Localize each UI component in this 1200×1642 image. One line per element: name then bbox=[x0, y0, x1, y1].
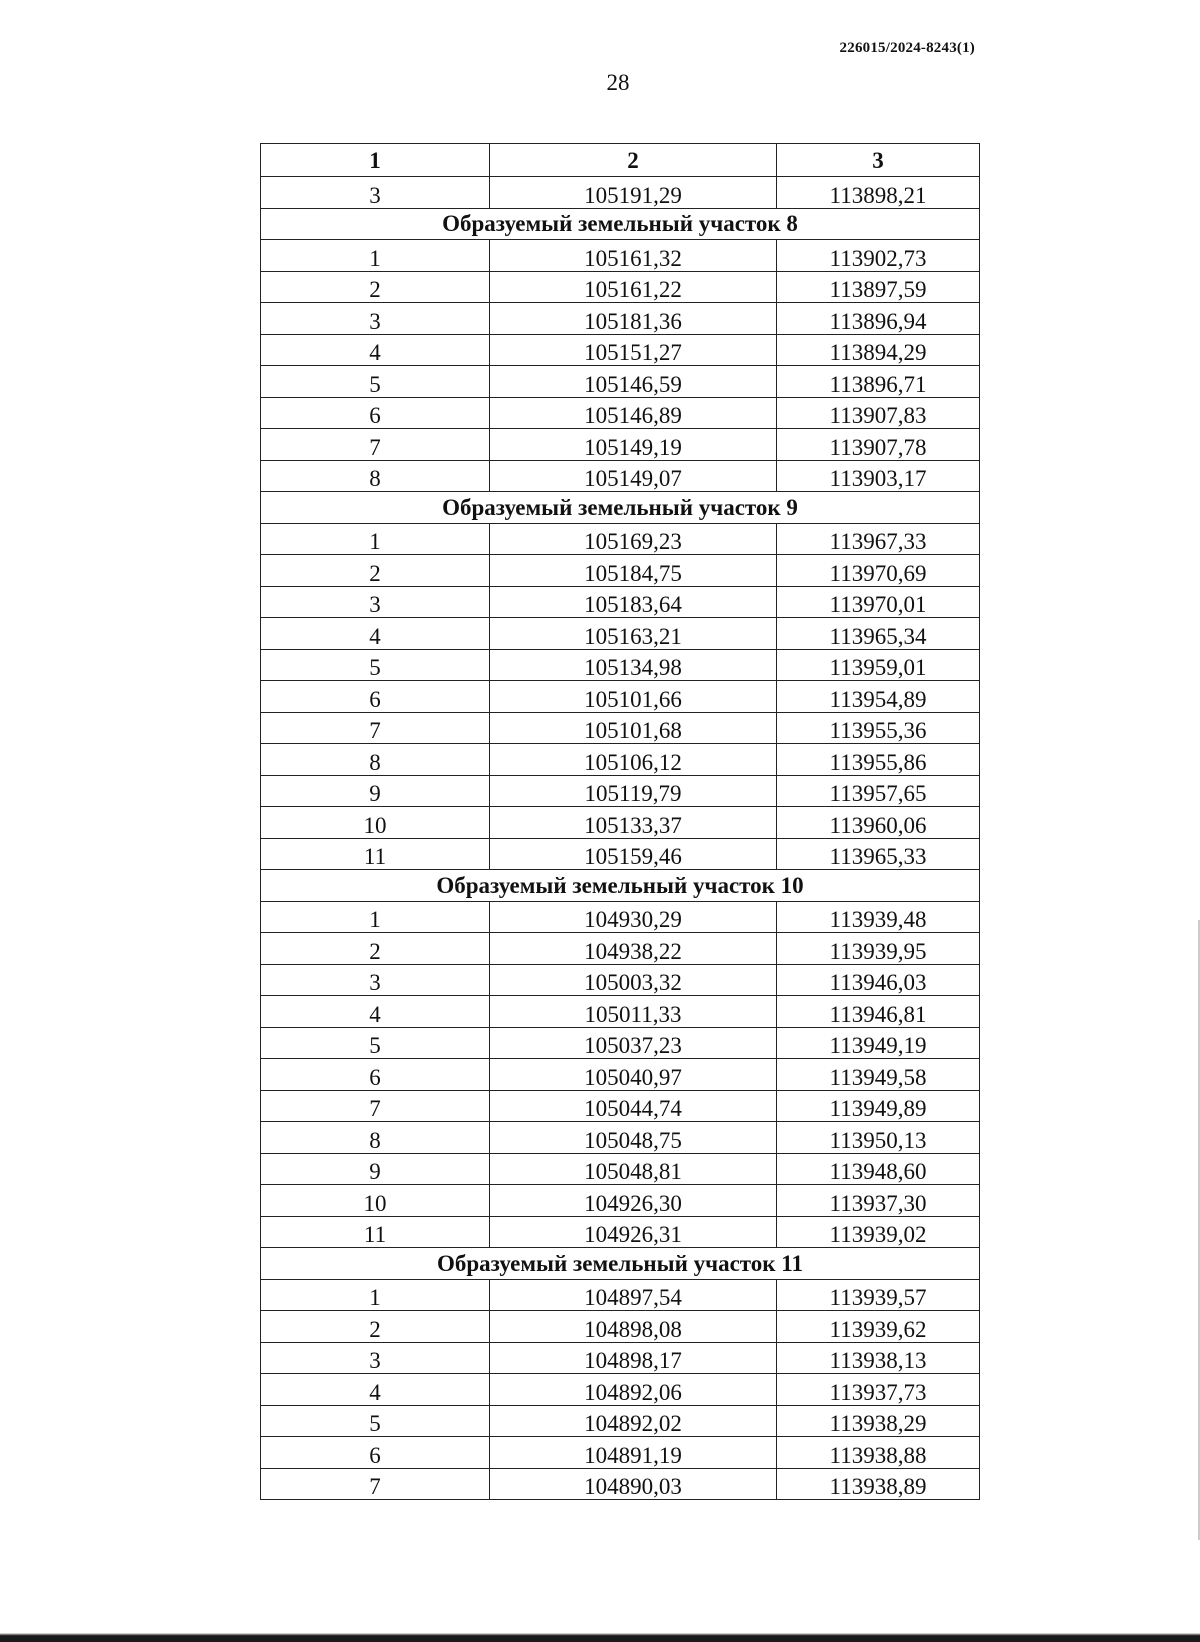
y-coordinate-cell: 113938,29 bbox=[777, 1405, 980, 1437]
y-coordinate-cell: 113939,62 bbox=[777, 1311, 980, 1343]
table-row bbox=[261, 996, 980, 1028]
section-row bbox=[261, 492, 980, 524]
x-coordinate-cell: 105161,22 bbox=[490, 271, 777, 303]
page-number: 28 bbox=[606, 70, 630, 95]
section-title: Образуемый земельный участок 9 bbox=[261, 492, 980, 524]
table-row bbox=[261, 1342, 980, 1374]
point-number-cell: 5 bbox=[261, 1405, 490, 1437]
x-coordinate-cell: 105048,75 bbox=[490, 1122, 777, 1154]
point-number-cell: 10 bbox=[261, 807, 490, 839]
table-row bbox=[261, 523, 980, 555]
x-coordinate-cell: 105151,27 bbox=[490, 334, 777, 366]
y-coordinate-cell: 113957,65 bbox=[777, 775, 980, 807]
y-coordinate-cell: 113959,01 bbox=[777, 649, 980, 681]
table-row bbox=[261, 1216, 980, 1248]
table-row bbox=[261, 618, 980, 650]
y-coordinate-cell: 113939,95 bbox=[777, 933, 980, 965]
table-row bbox=[261, 1405, 980, 1437]
table-row bbox=[261, 901, 980, 933]
point-number-cell: 3 bbox=[261, 586, 490, 618]
x-coordinate-cell: 104938,22 bbox=[490, 933, 777, 965]
y-coordinate-cell: 113967,33 bbox=[777, 523, 980, 555]
table-row bbox=[261, 964, 980, 996]
y-coordinate-cell: 113949,19 bbox=[777, 1027, 980, 1059]
table-row bbox=[261, 775, 980, 807]
y-coordinate-cell: 113954,89 bbox=[777, 681, 980, 713]
y-coordinate-cell: 113939,48 bbox=[777, 901, 980, 933]
point-number-cell: 2 bbox=[261, 271, 490, 303]
point-number-cell: 4 bbox=[261, 996, 490, 1028]
point-number-cell: 11 bbox=[261, 838, 490, 870]
y-coordinate-cell: 113938,89 bbox=[777, 1468, 980, 1500]
table-row bbox=[261, 649, 980, 681]
x-coordinate-cell: 105184,75 bbox=[490, 555, 777, 587]
x-coordinate-cell: 104897,54 bbox=[490, 1279, 777, 1311]
point-number-cell: 7 bbox=[261, 1468, 490, 1500]
y-coordinate-cell: 113902,73 bbox=[777, 240, 980, 272]
section-title: Образуемый земельный участок 10 bbox=[261, 870, 980, 902]
x-coordinate-cell: 105163,21 bbox=[490, 618, 777, 650]
section-title: Образуемый земельный участок 8 bbox=[261, 208, 980, 240]
document-number: 226015/2024-8243(1) bbox=[839, 40, 975, 56]
x-coordinate-cell: 105003,32 bbox=[490, 964, 777, 996]
y-coordinate-cell: 113965,33 bbox=[777, 838, 980, 870]
point-number-cell: 6 bbox=[261, 1059, 490, 1091]
x-coordinate-cell: 104892,06 bbox=[490, 1374, 777, 1406]
y-coordinate-cell: 113949,58 bbox=[777, 1059, 980, 1091]
x-coordinate-cell: 104891,19 bbox=[490, 1437, 777, 1469]
y-coordinate-cell: 113950,13 bbox=[777, 1122, 980, 1154]
table-row bbox=[261, 1374, 980, 1406]
y-coordinate-cell: 113903,17 bbox=[777, 460, 980, 492]
table-row bbox=[261, 366, 980, 398]
y-coordinate-cell: 113970,69 bbox=[777, 555, 980, 587]
x-coordinate-cell: 104926,30 bbox=[490, 1185, 777, 1217]
point-number-cell: 3 bbox=[261, 964, 490, 996]
table-row bbox=[261, 555, 980, 587]
section-row bbox=[261, 208, 980, 240]
y-coordinate-cell: 113955,86 bbox=[777, 744, 980, 776]
coordinates-table bbox=[260, 143, 980, 1500]
table-row bbox=[261, 1059, 980, 1091]
y-coordinate-cell: 113949,89 bbox=[777, 1090, 980, 1122]
section-row bbox=[261, 870, 980, 902]
x-coordinate-cell: 105161,32 bbox=[490, 240, 777, 272]
table-row bbox=[261, 303, 980, 335]
point-number-cell: 4 bbox=[261, 1374, 490, 1406]
x-coordinate-cell: 105159,46 bbox=[490, 838, 777, 870]
table-row bbox=[261, 1279, 980, 1311]
point-number-cell: 11 bbox=[261, 1216, 490, 1248]
x-coordinate-cell: 105146,89 bbox=[490, 397, 777, 429]
x-coordinate-cell: 105134,98 bbox=[490, 649, 777, 681]
point-number-cell: 1 bbox=[261, 240, 490, 272]
table-row bbox=[261, 838, 980, 870]
x-coordinate-cell: 105040,97 bbox=[490, 1059, 777, 1091]
x-coordinate-cell: 105149,07 bbox=[490, 460, 777, 492]
column-header-1: 1 bbox=[261, 144, 490, 177]
x-coordinate-cell: 105119,79 bbox=[490, 775, 777, 807]
y-coordinate-cell: 113939,57 bbox=[777, 1279, 980, 1311]
point-number-cell: 5 bbox=[261, 366, 490, 398]
table-row bbox=[261, 460, 980, 492]
section-row bbox=[261, 1248, 980, 1280]
table-row bbox=[261, 1153, 980, 1185]
x-coordinate-cell: 105048,81 bbox=[490, 1153, 777, 1185]
point-number-cell: 7 bbox=[261, 712, 490, 744]
point-number-cell: 9 bbox=[261, 1153, 490, 1185]
point-number-cell: 8 bbox=[261, 460, 490, 492]
y-coordinate-cell: 113907,78 bbox=[777, 429, 980, 461]
point-number-cell: 2 bbox=[261, 933, 490, 965]
y-coordinate-cell: 113970,01 bbox=[777, 586, 980, 618]
y-coordinate-cell: 113937,73 bbox=[777, 1374, 980, 1406]
point-number-cell: 1 bbox=[261, 523, 490, 555]
x-coordinate-cell: 105044,74 bbox=[490, 1090, 777, 1122]
table-row bbox=[261, 429, 980, 461]
x-coordinate-cell: 105011,33 bbox=[490, 996, 777, 1028]
section-title: Образуемый земельный участок 11 bbox=[261, 1248, 980, 1280]
point-number-cell: 7 bbox=[261, 429, 490, 461]
table-row bbox=[261, 1090, 980, 1122]
point-number-cell: 8 bbox=[261, 1122, 490, 1154]
y-coordinate-cell: 113937,30 bbox=[777, 1185, 980, 1217]
x-coordinate-cell: 105169,23 bbox=[490, 523, 777, 555]
x-coordinate-cell: 104898,17 bbox=[490, 1342, 777, 1374]
point-number-cell: 2 bbox=[261, 1311, 490, 1343]
x-coordinate-cell: 104892,02 bbox=[490, 1405, 777, 1437]
y-coordinate-cell: 113948,60 bbox=[777, 1153, 980, 1185]
x-coordinate-cell: 105183,64 bbox=[490, 586, 777, 618]
x-coordinate-cell: 105149,19 bbox=[490, 429, 777, 461]
point-number-cell: 2 bbox=[261, 555, 490, 587]
point-number-cell: 6 bbox=[261, 1437, 490, 1469]
scan-artifact-bottom bbox=[0, 1628, 1200, 1642]
table-row bbox=[261, 712, 980, 744]
column-header-3: 3 bbox=[777, 144, 980, 177]
table-row bbox=[261, 240, 980, 272]
table-row bbox=[261, 1185, 980, 1217]
point-number-cell: 7 bbox=[261, 1090, 490, 1122]
y-coordinate-cell: 113955,36 bbox=[777, 712, 980, 744]
y-coordinate-cell: 113946,81 bbox=[777, 996, 980, 1028]
x-coordinate-cell: 104930,29 bbox=[490, 901, 777, 933]
table-row bbox=[261, 1027, 980, 1059]
x-coordinate-cell: 105191,29 bbox=[490, 177, 777, 209]
point-number-cell: 6 bbox=[261, 397, 490, 429]
y-coordinate-cell: 113965,34 bbox=[777, 618, 980, 650]
table-row bbox=[261, 271, 980, 303]
table-row bbox=[261, 807, 980, 839]
point-number-cell: 9 bbox=[261, 775, 490, 807]
x-coordinate-cell: 105101,66 bbox=[490, 681, 777, 713]
point-number-cell: 5 bbox=[261, 1027, 490, 1059]
coordinates-table-body bbox=[261, 144, 980, 1500]
table-header-row bbox=[261, 144, 980, 177]
x-coordinate-cell: 105133,37 bbox=[490, 807, 777, 839]
x-coordinate-cell: 104898,08 bbox=[490, 1311, 777, 1343]
table-row bbox=[261, 933, 980, 965]
point-number-cell: 8 bbox=[261, 744, 490, 776]
y-coordinate-cell: 113896,94 bbox=[777, 303, 980, 335]
y-coordinate-cell: 113896,71 bbox=[777, 366, 980, 398]
point-number-cell: 3 bbox=[261, 1342, 490, 1374]
point-number-cell: 6 bbox=[261, 681, 490, 713]
table-row bbox=[261, 1468, 980, 1500]
point-number-cell: 4 bbox=[261, 618, 490, 650]
y-coordinate-cell: 113897,59 bbox=[777, 271, 980, 303]
point-number-cell: 10 bbox=[261, 1185, 490, 1217]
x-coordinate-cell: 105106,12 bbox=[490, 744, 777, 776]
table-row bbox=[261, 586, 980, 618]
table-row bbox=[261, 681, 980, 713]
x-coordinate-cell: 105146,59 bbox=[490, 366, 777, 398]
x-coordinate-cell: 105101,68 bbox=[490, 712, 777, 744]
point-number-cell: 3 bbox=[261, 303, 490, 335]
table-row bbox=[261, 177, 980, 209]
y-coordinate-cell: 113946,03 bbox=[777, 964, 980, 996]
x-coordinate-cell: 105181,36 bbox=[490, 303, 777, 335]
point-number-cell: 3 bbox=[261, 177, 490, 209]
x-coordinate-cell: 104890,03 bbox=[490, 1468, 777, 1500]
y-coordinate-cell: 113898,21 bbox=[777, 177, 980, 209]
y-coordinate-cell: 113894,29 bbox=[777, 334, 980, 366]
x-coordinate-cell: 105037,23 bbox=[490, 1027, 777, 1059]
table-row bbox=[261, 334, 980, 366]
table-row bbox=[261, 1122, 980, 1154]
point-number-cell: 5 bbox=[261, 649, 490, 681]
column-header-2: 2 bbox=[490, 144, 777, 177]
table-row bbox=[261, 1311, 980, 1343]
y-coordinate-cell: 113939,02 bbox=[777, 1216, 980, 1248]
y-coordinate-cell: 113960,06 bbox=[777, 807, 980, 839]
table-row bbox=[261, 1437, 980, 1469]
table-row bbox=[261, 397, 980, 429]
point-number-cell: 1 bbox=[261, 901, 490, 933]
y-coordinate-cell: 113938,13 bbox=[777, 1342, 980, 1374]
point-number-cell: 1 bbox=[261, 1279, 490, 1311]
y-coordinate-cell: 113907,83 bbox=[777, 397, 980, 429]
table-row bbox=[261, 744, 980, 776]
point-number-cell: 4 bbox=[261, 334, 490, 366]
y-coordinate-cell: 113938,88 bbox=[777, 1437, 980, 1469]
x-coordinate-cell: 104926,31 bbox=[490, 1216, 777, 1248]
